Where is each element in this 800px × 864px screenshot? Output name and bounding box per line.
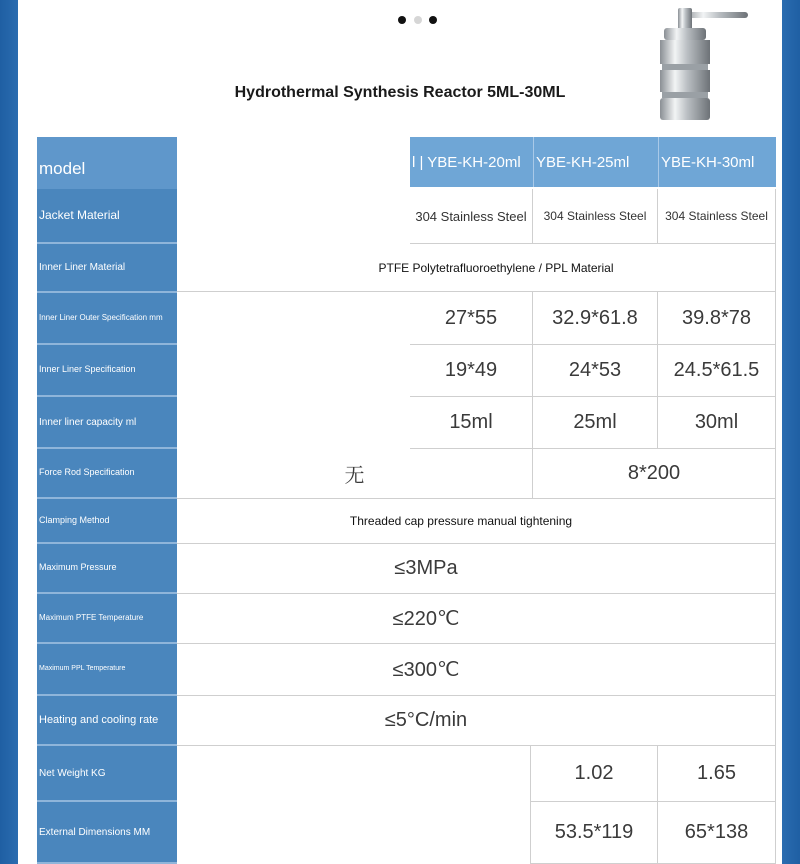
header-model-3: [658, 137, 776, 187]
reactor-product-icon: [648, 6, 758, 124]
page-title: Hydrothermal Synthesis Reactor 5ML-30ML: [234, 84, 566, 101]
blank-cover-bottom: [177, 746, 530, 864]
ppl-temperature-value: ≤300℃: [177, 644, 776, 696]
header-label-text: model: [39, 159, 86, 178]
header-model-2: [533, 137, 658, 187]
label-inner-liner-capacity: Inner liner capacity ml: [37, 397, 177, 449]
outer-spec-value-2: 32.9*61.8: [533, 292, 658, 345]
header-model-1-text: l | YBE-KH-20ml: [412, 153, 521, 171]
blank-cover-top: [177, 137, 410, 245]
jacket-value-3: 304 Stainless Steel: [658, 189, 776, 244]
carousel-dots: [392, 16, 442, 28]
force-rod-value-1: 无: [177, 449, 533, 499]
label-net-weight: Net Weight KG: [37, 746, 177, 802]
capacity-value-1: 15ml: [410, 397, 533, 449]
net-weight-value-1: 1.02: [530, 746, 658, 802]
label-max-ptfe-temperature: Maximum PTFE Temperature: [37, 594, 177, 644]
header-model-2-text: YBE-KH-25ml: [536, 153, 630, 171]
label-maximum-pressure: Maximum Pressure: [37, 544, 177, 594]
heating-rate-value: ≤5°C/min: [177, 696, 776, 746]
label-force-rod: Force Rod Specification: [37, 449, 177, 499]
label-inner-liner-specification: Inner Liner Specification: [37, 345, 177, 397]
label-max-ppl-temperature: Maximum PPL Temperature: [37, 644, 177, 696]
clamping-method-value: Threaded cap pressure manual tightening: [177, 499, 776, 544]
blank-cover-middle: [177, 292, 410, 449]
outer-spec-value-3: 39.8*78: [658, 292, 776, 345]
label-outer-specification: Inner Liner Outer Specification mm: [37, 293, 177, 345]
liner-spec-value-3: 24.5*61.5: [658, 345, 776, 397]
liner-spec-value-1: 19*49: [410, 345, 533, 397]
max-pressure-value: ≤3MPa: [177, 544, 776, 594]
liner-material-value: PTFE Polytetrafluoroethylene / PPL Material: [177, 244, 776, 292]
jacket-value-1: 304 Stainless Steel: [410, 189, 533, 244]
dimensions-value-2: 65*138: [658, 802, 776, 864]
dimensions-value-1: 53.5*119: [530, 802, 658, 864]
capacity-value-2: 25ml: [533, 397, 658, 449]
net-weight-value-2: 1.65: [658, 746, 776, 802]
header-label-model: [37, 137, 177, 189]
carousel-dot-2[interactable]: [414, 16, 422, 24]
label-external-dimensions: External Dimensions MM: [37, 802, 177, 864]
header-model-1: [410, 137, 533, 187]
capacity-value-3: 30ml: [658, 397, 776, 449]
jacket-value-2: 304 Stainless Steel: [533, 189, 658, 244]
label-inner-liner-material: Inner Liner Material: [37, 244, 177, 293]
force-rod-value-2: 8*200: [533, 449, 776, 499]
carousel-dot-3[interactable]: [429, 16, 437, 24]
carousel-dot-1[interactable]: [398, 16, 406, 24]
label-clamping-method: Clamping Method: [37, 499, 177, 544]
label-heating-cooling-rate: Heating and cooling rate: [37, 696, 177, 746]
ptfe-temperature-value: ≤220℃: [177, 594, 776, 644]
header-model-3-text: YBE-KH-30ml: [661, 153, 755, 171]
label-jacket-material: Jacket Material: [37, 189, 177, 244]
liner-spec-value-2: 24*53: [533, 345, 658, 397]
outer-spec-value-1: 27*55: [410, 292, 533, 345]
